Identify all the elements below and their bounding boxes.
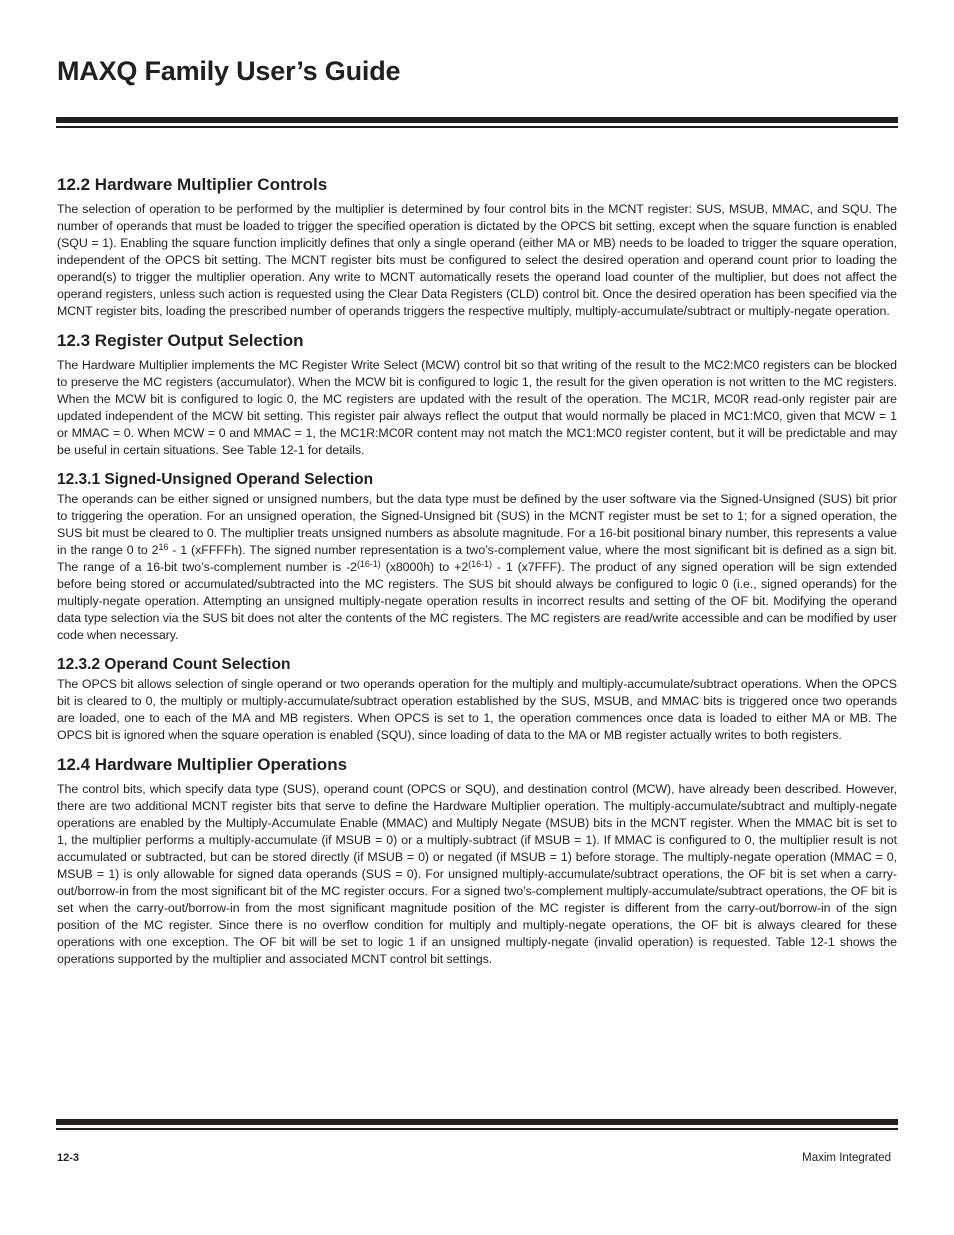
section-body-12-2: The selection of operation to be performed by the multiplier is determined by four control bits in the MCNT register: SUS, MSUB, MMAC, and SQU. The number of operands that must be loaded to trigger the specified operation is dictated by the OPCS bit setting, except when the square function is enabled (SQU = 1). Enabling the square function implicitly defines that only a single operand (either MA or MB) needs to be loaded to trigger the square operation, independent of the OPCS bit setting. The MCNT register bits must be configured to select the desired operation and operand count prior to loading the operand(s) to trigger the multiplier operation. Any write to MCNT automatically resets the operand load counter of the multiplier, but does not affect the operand registers, unless such action is requested using the Clear Data Registers (CLD) control bit. Once the desired operation has been specified via the MCNT register bits, loading the prescribed number of operands triggers the respective multiply, multiply-accumulate/subtract or multiply-negate operation. [57, 202, 897, 318]
section-heading-12-4: 12.4 Hardware Multiplier Operations [57, 755, 348, 774]
section-heading-12-3-2: 12.3.2 Operand Count Selection [57, 656, 291, 673]
superscript-exponent-a: 16 [158, 542, 169, 552]
header-rule-thick [56, 117, 898, 123]
header-rule-thin [56, 126, 898, 128]
section-heading-12-3: 12.3 Register Output Selection [57, 331, 304, 350]
footer-rule-thick [56, 1119, 898, 1125]
page-content [57, 174, 897, 968]
section-body-12-3-2: The OPCS bit allows selection of single operand or two operands operation for the multiply and multiply-accumulate/subtract operations. When the OPCS bit is cleared to 0, the multiply or multiply-accumulate/subtract operation established by the SUS, MSUB, and MMAC bits is triggered once two operands are loaded, one to each of the MA and MB registers. When OPCS is set to 1, the operation commences once data is loaded to either MA or MB. The OPCS bit is ignored when the square operation is enabled (SQU), since loading of data to the MA or MB register actually writes to both registers. [57, 677, 897, 742]
page-number: 12-3 [57, 1152, 80, 1164]
body-text-part-d: - 1 (x7FFF). The product of any signed operation will be sign extended before being stored or accumulated/subtracted into the MC registers. The SUS bit should always be configured to logic 0 (i.e., signed operands) for the multiply-negate operation. Attempting an unsigned multiply-negate operation results in incorrect results and setting of the OF bit. Modifying the operand data type selection via the SUS bit does not alter the contents of the MC registers. The MC registers are read/write accessible and can be modified by user code when necessary. [57, 560, 897, 642]
body-text-part-b: - 1 (xFFFFh). The signed number representation is a two’s-complement value, where the most significant bit is defined as a sign bit. The range of a 16-bit two’s-complement number is -2 [57, 543, 897, 574]
section-heading-12-2: 12.2 Hardware Multiplier Controls [57, 175, 328, 194]
superscript-exponent-b: (16-1) [356, 559, 381, 569]
section-body-12-3: The Hardware Multiplier implements the MC Register Write Select (MCW) control bit so that writing of the result to the MC2:MC0 registers can be blocked to preserve the MC registers (accumulator). When the MCW bit is configured to logic 1, the result for the given operation is not written to the MC registers. When the MCW bit is configured to logic 0, the MC registers are updated with the result of the operation. The MC1R, MC0R read-only register pair are updated independent of the MCW bit setting. This register pair always reflect the output that would normally be placed in MC1:MC0, given that MCW = 1 or MMAC = 0. When MCW = 0 and MMAC = 1, the MC1R:MC0R content may not match the MC1:MC0 register content, but it will be predictable and may be useful in certain situations. See Table 12-1 for details. [57, 358, 897, 457]
section-body-12-3-1 [57, 491, 897, 644]
body-text-part-a: The operands can be either signed or unsigned numbers, but the data type must be defined by the user software via the Signed-Unsigned (SUS) bit prior to triggering the operation. For an unsigned operation, the Signed-Unsigned bit (SUS) in the MCNT register must be set to 1; for a signed operation, the SUS bit must be cleared to 0. The multiplier treats unsigned numbers as absolute magnitude. For a 16-bit positional binary number, this represents a value in the range 0 to 2 [57, 492, 897, 557]
document-title: MAXQ Family User’s Guide [57, 56, 401, 86]
superscript-exponent-c: (16-1) [468, 559, 492, 569]
section-heading-12-3-1: 12.3.1 Signed-Unsigned Operand Selection [57, 471, 374, 488]
section-body-12-4: The control bits, which specify data type (SUS), operand count (OPCS or SQU), and destination control (MCW), have already been described. However, there are two additional MCNT register bits that serve to define the Hardware Multiplier operation. The multiply-accumulate/subtract and multiply-negate operations are enabled by the Multiply-Accumulate Enable (MMAC) and Multiply Negate (MSUB) bits in the MCNT register. When the MMAC bit is set to 1, the multiplier performs a multiply-accumulate (if MSUB = 0) or a multiply-subtract (if MSUB = 1). If MMAC is configured to 0, the multiplier result is not accumulated or subtracted, but can be stored directly (if MSUB = 0) or negated (if MSUB = 1) before storage. The multiply-negate operation (MMAC = 0, MSUB = 1) is only allowable for signed data operands (SUS = 0). For unsigned multiply-accumulate/subtract operations, the OF bit is set when a carry-out/borrow-in from the most significant bit of the MC register occurs. For a signed two’s-complement multiply-accumulate/subtract operations, the OF bit is set when the carry-out/borrow-in from the most significant magnitude position of the MC register is different from the carry-out/borrow-in of the sign position of the MC register. Since there is no overflow condition for multiply and multiply-negate operations, the OF bit is always cleared for these operations with one exception. The OF bit will be set to logic 1 if an unsigned multiply-negate (invalid operation) is requested. Table 12-1 shows the operations supported by the multiplier and associated MCNT control bit settings. [57, 782, 897, 966]
body-text-part-c: (x8000h) to +2 [380, 560, 469, 574]
footer-rule-thin [56, 1128, 898, 1130]
publisher-name: Maxim Integrated [802, 1152, 891, 1164]
